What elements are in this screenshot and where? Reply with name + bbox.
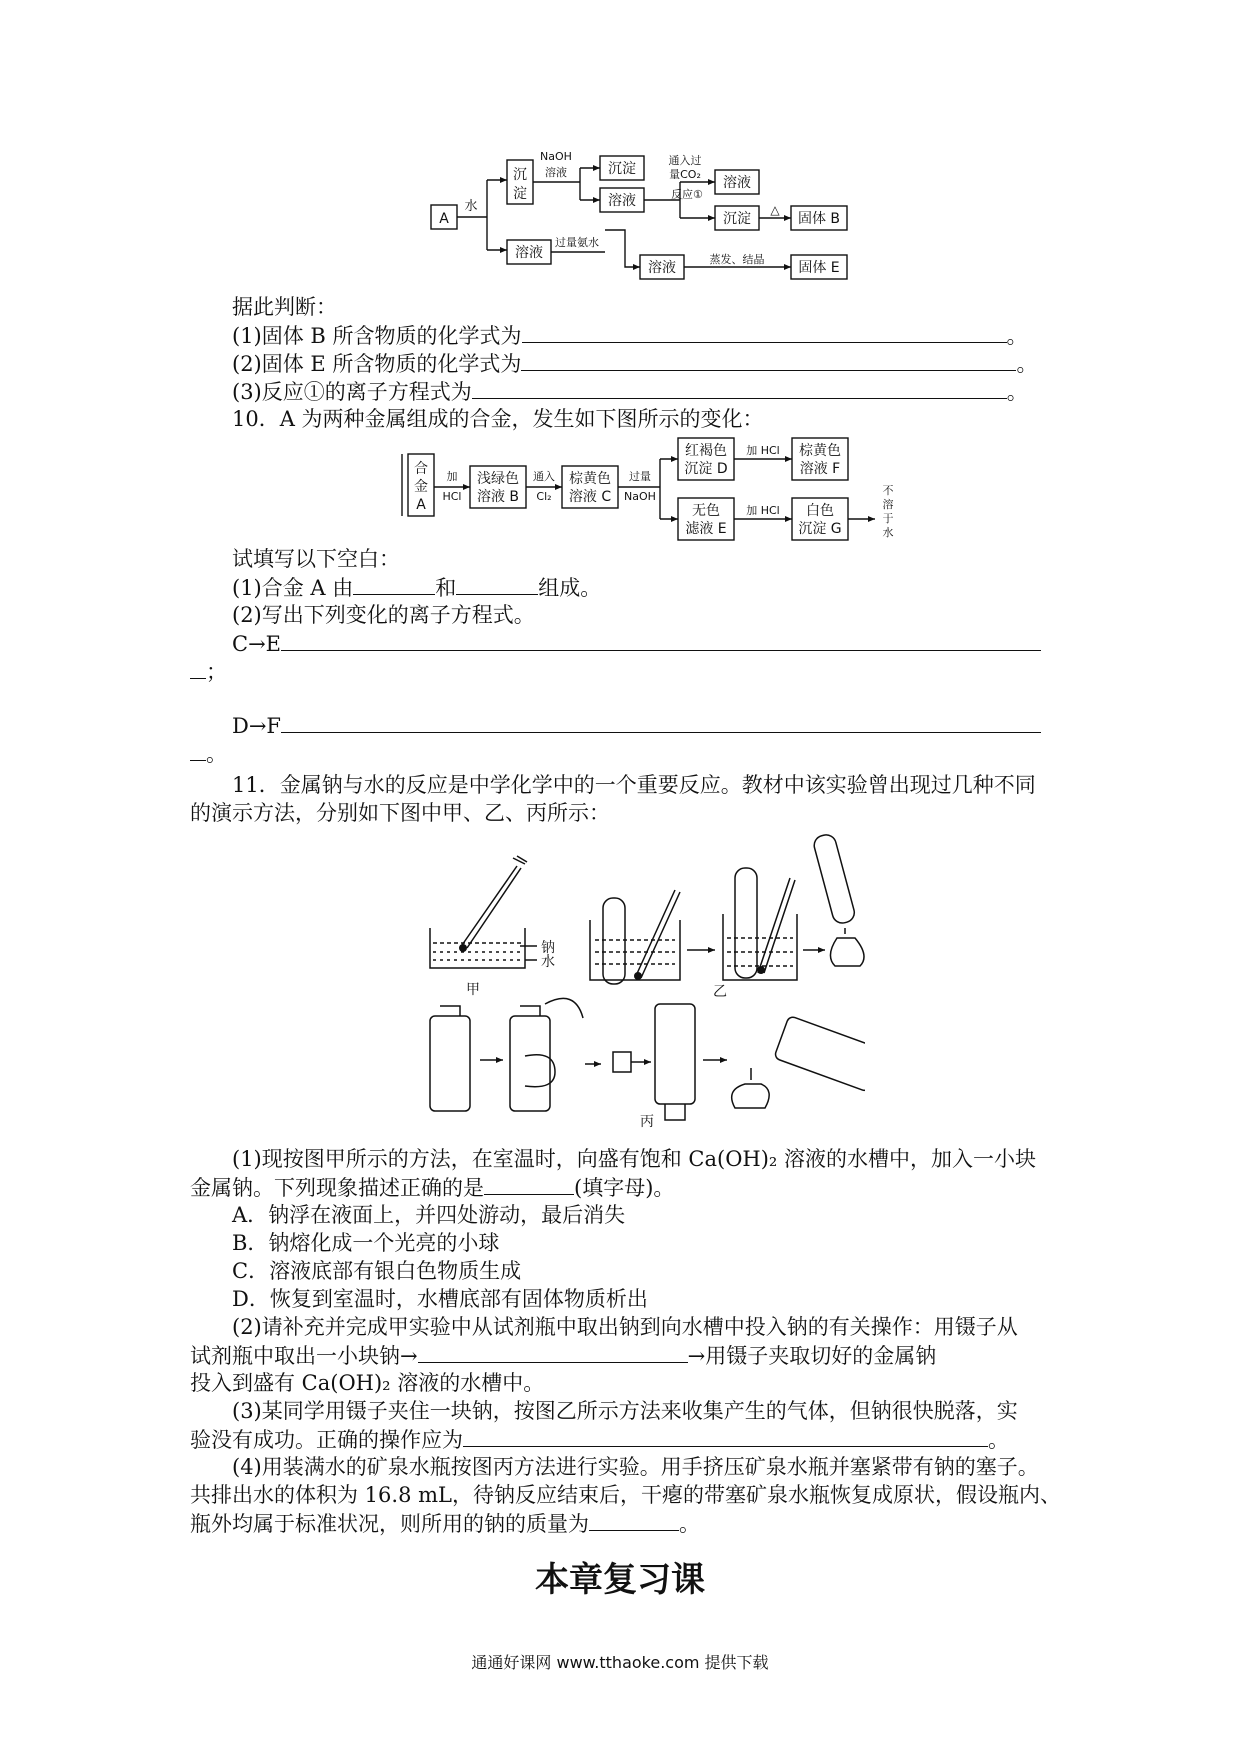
node-solution-2: 溶液 xyxy=(723,175,751,191)
flowchart-solid-analysis xyxy=(425,150,865,288)
label-co2-1: 通入过 xyxy=(668,154,702,167)
q10-part1-b: 和 xyxy=(435,576,457,600)
option-c: C．溶液底部有银白色物质生成 xyxy=(232,1259,522,1283)
period: 。 xyxy=(206,742,227,766)
node-g-2: 沉淀 G xyxy=(798,521,842,537)
tweezers xyxy=(460,866,521,948)
node-f-2: 溶液 F xyxy=(799,461,841,477)
trough xyxy=(430,928,525,968)
footer-download-note: 通通好课网 www.tthaoke.com 提供下载 xyxy=(471,1653,769,1672)
q10-df-label: D→F xyxy=(232,714,282,738)
label-hcl: HCl xyxy=(442,490,462,503)
answer-blank[interactable] xyxy=(522,322,1007,343)
q9-part1-text: (1)固体 B 所含物质的化学式为 xyxy=(232,324,522,348)
q9-part1 xyxy=(232,322,1028,350)
q10-df-cont xyxy=(190,740,227,768)
label-hcl-1: 加 HCl xyxy=(746,444,780,457)
q10-part1-c: 组成。 xyxy=(538,576,602,600)
q10-ce xyxy=(232,630,1041,658)
label-insoluble-3: 于 xyxy=(882,512,894,525)
q9-part3-text: (3)反应①的离子方程式为 xyxy=(232,380,472,404)
q11-part2-line3: 投入到盛有 Ca(OH)₂ 溶液的水槽中。 xyxy=(190,1371,545,1395)
q11-part1-text: 金属钠。下列现象描述正确的是 xyxy=(190,1176,484,1200)
label-add: 加 xyxy=(446,470,458,483)
label-ammonia: 过量氨水 xyxy=(555,236,599,249)
label-co2-2: 量CO₂ xyxy=(669,168,701,181)
node-precip-bottom: 淀 xyxy=(513,186,527,202)
node-b-2: 溶液 B xyxy=(476,489,520,505)
answer-blank[interactable] xyxy=(456,574,538,595)
section-title: 本章复习课 xyxy=(535,1560,705,1600)
answer-blank[interactable] xyxy=(463,1426,988,1447)
q10-stem: 10．A 为两种金属组成的合金，发生如下图所示的变化： xyxy=(232,407,764,431)
q11-part4-line1: (4)用装满水的矿泉水瓶按图丙方法进行实验。用手挤压矿泉水瓶并塞紧带有钠的塞子。 xyxy=(232,1455,1039,1479)
label-naoh: NaOH xyxy=(540,150,572,163)
q9-part2-text: (2)固体 E 所含物质的化学式为 xyxy=(232,352,522,376)
q11-stem-line1: 11．金属钠与水的反应是中学化学中的一个重要反应。教材中该实验曾出现过几种不同 xyxy=(232,773,1036,797)
flowchart-alloy xyxy=(400,434,905,546)
q9-intro: 据此判断： xyxy=(232,295,337,319)
q11-stem-line2: 的演示方法，分别如下图中甲、乙、丙所示： xyxy=(190,801,610,825)
q9-part2 xyxy=(232,350,1037,378)
q10-ce-cont xyxy=(190,658,227,686)
answer-blank[interactable] xyxy=(484,1174,574,1195)
q10-df xyxy=(232,712,1041,740)
answer-blank[interactable] xyxy=(281,630,1041,651)
answer-blank[interactable] xyxy=(353,574,435,595)
node-e-1: 无色 xyxy=(692,503,720,519)
q11-part1-line1: (1)现按图甲所示的方法，在室温时，向盛有饱和 Ca(OH)₂ 溶液的水槽中，加入一小块 xyxy=(232,1147,1037,1171)
node-f-1: 棕黄色 xyxy=(799,443,841,459)
label-evaporate: 蒸发、结晶 xyxy=(709,253,765,266)
label-insoluble-4: 水 xyxy=(882,526,894,539)
label-heat: △ xyxy=(770,203,780,217)
q10-part1-a: (1)合金 A 由 xyxy=(232,576,354,600)
node-precip-top: 沉 xyxy=(513,167,527,183)
q11-part4-text: 瓶外均属于标准状况，则所用的钠的质量为 xyxy=(190,1512,589,1536)
node-solution-4: 溶液 xyxy=(648,260,676,276)
node-solid-e: 固体 E xyxy=(798,260,840,276)
option-d: D．恢复到室温时，水槽底部有固体物质析出 xyxy=(232,1287,648,1311)
label-reaction-1: 反应① xyxy=(671,188,703,201)
q10-fill-intro: 试填写以下空白： xyxy=(232,547,400,571)
node-b-1: 浅绿色 xyxy=(477,471,519,487)
option-a: A．钠浮在液面上，并四处游动，最后消失 xyxy=(232,1203,626,1227)
period: 。 xyxy=(1006,324,1028,348)
option-b: B．钠熔化成一个光亮的小球 xyxy=(232,1231,500,1255)
label-yi: 乙 xyxy=(713,984,727,1000)
label-water: 水 xyxy=(541,954,555,970)
semicolon: ； xyxy=(206,660,227,684)
node-alloy-3: A xyxy=(416,497,426,513)
answer-blank[interactable] xyxy=(281,712,1041,733)
period: 。 xyxy=(679,1512,700,1536)
node-alloy-1: 合 xyxy=(414,461,428,477)
node-solid-b: 固体 B xyxy=(797,211,841,227)
label-excess: 过量 xyxy=(629,470,651,483)
node-solution: 溶液 xyxy=(608,193,636,209)
node-e-2: 滤液 E xyxy=(685,521,727,537)
q11-part4-line2: 共排出水的体积为 16.8 mL，待钠反应结束后，干瘪的带塞矿泉水瓶恢复成原状，假设瓶内、 xyxy=(190,1483,1061,1507)
node-c-2: 溶液 C xyxy=(568,489,612,505)
q11-part2-text-a: 试剂瓶中取出一小块钠→ xyxy=(190,1344,418,1368)
q11-part1-line2 xyxy=(190,1174,674,1202)
answer-blank[interactable] xyxy=(472,378,1007,399)
label-bing: 丙 xyxy=(640,1114,654,1128)
label-hcl-2: 加 HCl xyxy=(746,504,780,517)
answer-blank[interactable] xyxy=(190,658,206,679)
node-d-2: 沉淀 D xyxy=(684,461,728,477)
q9-part3 xyxy=(232,378,1028,406)
answer-blank[interactable] xyxy=(521,350,1016,371)
label-pass: 通入 xyxy=(533,470,555,483)
label-sodium: 钠 xyxy=(541,940,555,956)
answer-blank[interactable] xyxy=(418,1342,688,1363)
q11-part3-line2 xyxy=(190,1426,1009,1454)
q11-part2-line2 xyxy=(190,1342,936,1370)
label-insoluble-1: 不 xyxy=(882,484,894,497)
q11-part3-text: 验没有成功。正确的操作应为 xyxy=(190,1428,463,1452)
q11-part2-text-b: →用镊子夹取切好的金属钠 xyxy=(687,1344,937,1368)
q10-part1 xyxy=(232,574,601,602)
answer-blank[interactable] xyxy=(589,1510,679,1531)
period: 。 xyxy=(1016,352,1038,376)
q11-part4-line3 xyxy=(190,1510,700,1538)
label-naoh-solution: 溶液 xyxy=(545,166,567,179)
answer-blank[interactable] xyxy=(190,740,206,761)
label-water: 水 xyxy=(464,199,478,214)
node-a: A xyxy=(439,211,449,227)
node-alloy-2: 金 xyxy=(414,479,428,495)
period: 。 xyxy=(1006,380,1028,404)
node-precip: 沉淀 xyxy=(608,161,636,177)
node-c-1: 棕黄色 xyxy=(569,471,611,487)
period: 。 xyxy=(988,1428,1009,1452)
q10-ce-label: C→E xyxy=(232,632,281,656)
label-naoh: NaOH xyxy=(624,490,656,503)
node-solution-3: 溶液 xyxy=(515,245,543,261)
label-jia: 甲 xyxy=(466,982,480,998)
q11-part2-line1: (2)请补充并完成甲实验中从试剂瓶中取出钠到向水槽中投入钠的有关操作：用镊子从 xyxy=(232,1315,1018,1339)
q11-part3-line1: (3)某同学用镊子夹住一块钠，按图乙所示方法来收集产生的气体，但钠很快脱落，实 xyxy=(232,1399,1018,1423)
node-precip-2: 沉淀 xyxy=(723,211,751,227)
label-cl2: Cl₂ xyxy=(536,490,552,503)
node-d-1: 红褐色 xyxy=(685,443,727,459)
q10-part2: (2)写出下列变化的离子方程式。 xyxy=(232,603,535,627)
experiment-figure xyxy=(425,828,865,1128)
node-g-1: 白色 xyxy=(806,503,834,519)
label-insoluble-2: 溶 xyxy=(882,498,894,511)
q11-part1-hint: (填字母)。 xyxy=(574,1176,675,1200)
